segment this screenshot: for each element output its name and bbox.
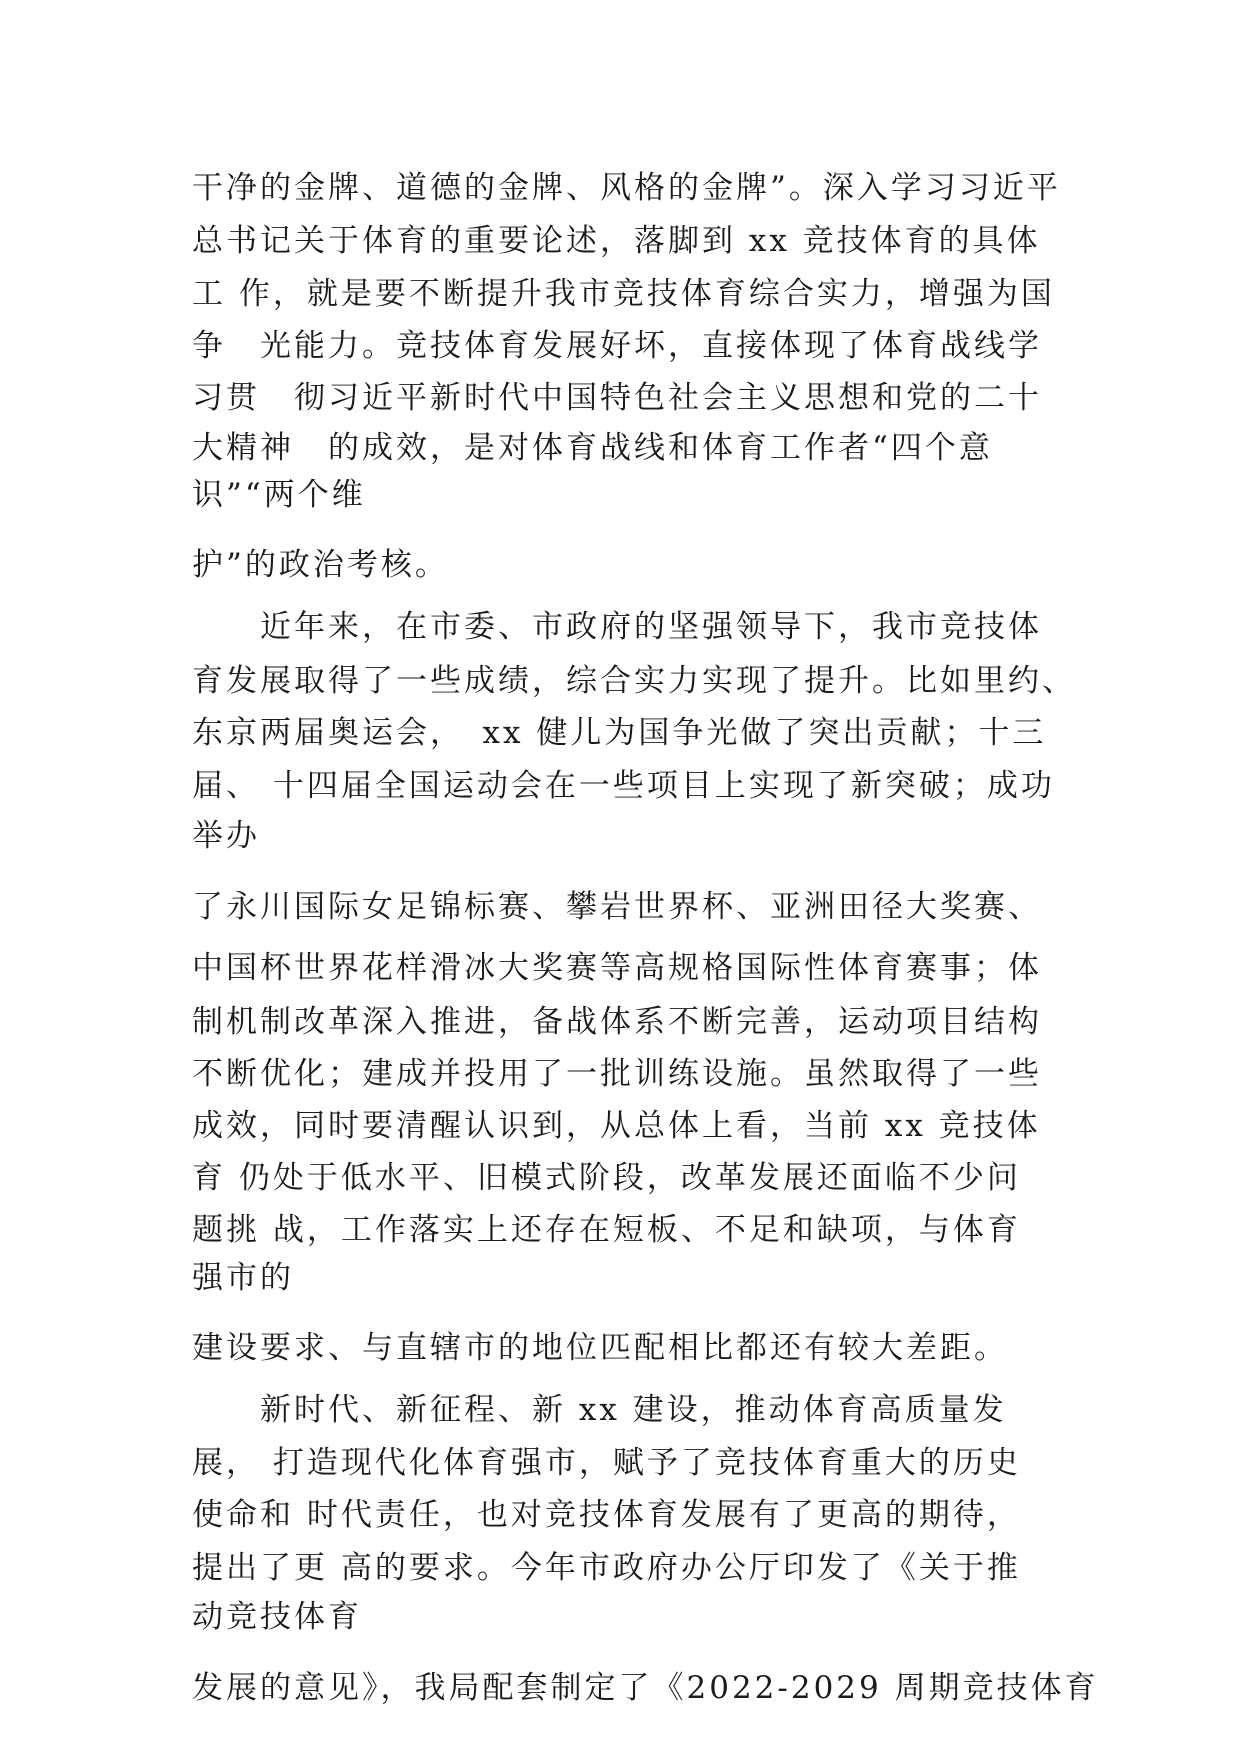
text-line: 制机制改革深入推进，备战体系不断完善，运动项目结构 (192, 1004, 1042, 1040)
text-line: 习贯 彻习近平新时代中国特色社会主义思想和党的二十 (192, 380, 1042, 416)
text-line: 发展的意见》，我局配套制定了《2022-2029 周期竞技体育 (192, 1670, 1099, 1706)
text-line: 大精神 的成效，是对体育战线和体育工作者“四个意 (192, 430, 993, 466)
text-line: 了永川国际女足锦标赛、攀岩世界杯、亚洲田径大奖赛、 (192, 889, 1042, 925)
text-line: 使命和 时代责任，也对竞技体育发展有了更高的期待， (192, 1497, 1021, 1533)
text-line: 育发展取得了一些成绩，综合实力实现了提升。比如里约、 (192, 663, 1076, 699)
text-line: 育 仍处于低水平、旧模式阶段，改革发展还面临不少问 (192, 1160, 1021, 1196)
text-line: 届、 十四届全国运动会在一些项目上实现了新突破；成功 (192, 768, 1055, 804)
text-line: 工 作，就是要不断提升我市竞技体育综合实力，增强为国 (192, 276, 1055, 312)
text-line: 动竞技体育 (192, 1599, 362, 1635)
text-line: 新时代、新征程、新 xx 建设，推动体育高质量发 (192, 1392, 1007, 1428)
text-line: 题挑 战，工作落实上还存在短板、不足和缺项，与体育 (192, 1212, 1021, 1248)
text-line: 成效，同时要清醒认识到，从总体上看，当前 xx 竞技体 (192, 1108, 1041, 1144)
text-line: 护”的政治考核。 (192, 547, 449, 583)
text-line: 中国杯世界花样滑冰大奖赛等高规格国际性体育赛事；体 (192, 950, 1042, 986)
text-line: 东京两届奥运会， xx 健儿为国争光做了突出贡献；十三 (192, 715, 1047, 751)
text-line: 总书记关于体育的重要论述，落脚到 xx 竞技体育的具体 (192, 223, 1041, 259)
text-line: 建设要求、与直辖市的地位匹配相比都还有较大差距。 (192, 1330, 1008, 1366)
text-line: 展， 打造现代化体育强市，赋予了竞技体育重大的历史 (192, 1445, 1021, 1481)
text-line: 强市的 (192, 1260, 294, 1296)
text-line: 干净的金牌、道德的金牌、风格的金牌”。深入学习习近平 (192, 170, 1061, 206)
text-line: 提出了更 高的要求。今年市政府办公厅印发了《关于推 (192, 1550, 1021, 1586)
text-line: 不断优化；建成并投用了一批训练设施。虽然取得了一些 (192, 1056, 1042, 1092)
text-line: 识”“两个维 (192, 477, 366, 513)
text-line: 举办 (192, 818, 260, 854)
text-line: 争 光能力。竞技体育发展好坏，直接体现了体育战线学 (192, 328, 1042, 364)
text-line: 近年来，在市委、市政府的坚强领导下，我市竞技体 (192, 609, 1042, 645)
